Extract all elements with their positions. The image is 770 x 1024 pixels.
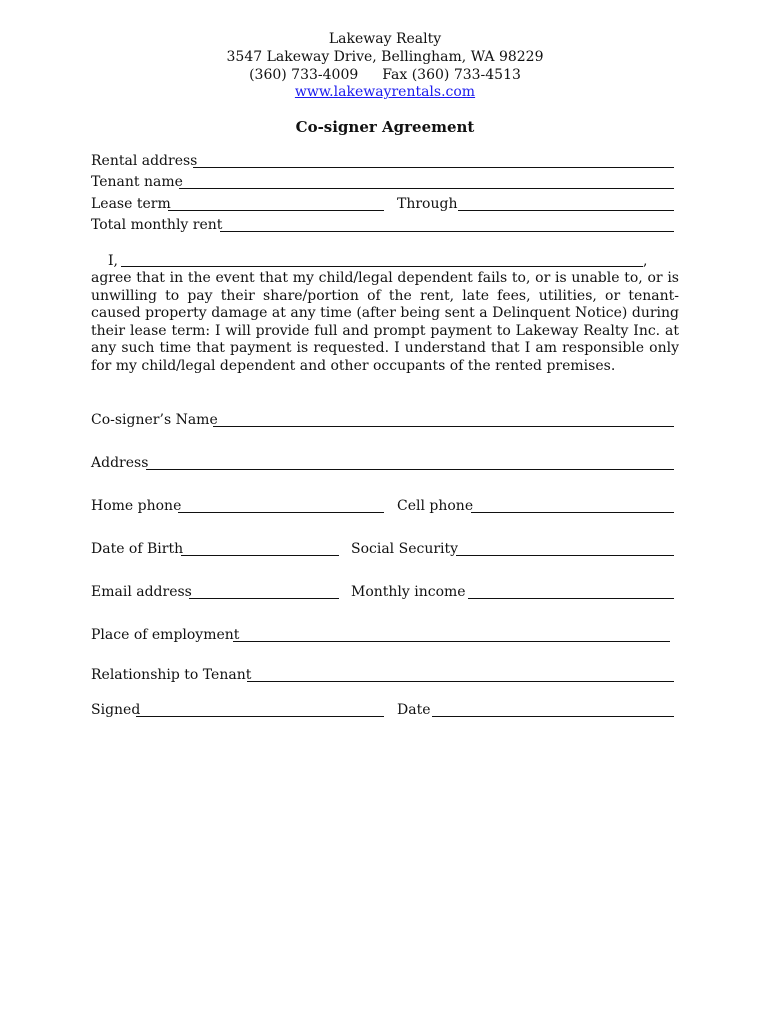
date-label: Date	[397, 702, 431, 718]
company-address: 3547 Lakeway Drive, Bellingham, WA 98229	[226, 49, 544, 65]
lease-term-label: Lease term	[91, 196, 171, 212]
email-address-label: Email address	[91, 584, 192, 600]
total-monthly-rent-field[interactable]	[220, 231, 674, 232]
address-label: Address	[91, 455, 149, 471]
home-phone-field[interactable]	[178, 512, 384, 513]
rental-address-field[interactable]	[193, 167, 674, 168]
monthly-income-field[interactable]	[468, 598, 674, 599]
monthly-income-label: Monthly income	[351, 584, 466, 600]
cell-phone-label: Cell phone	[397, 498, 474, 514]
date-of-birth-field[interactable]	[181, 555, 339, 556]
signed-label: Signed	[91, 702, 141, 718]
date-field[interactable]	[432, 716, 674, 717]
cell-phone-field[interactable]	[471, 512, 674, 513]
company-phone: (360) 733-4009	[249, 67, 359, 83]
company-contact	[0, 66, 770, 84]
company-name: Lakeway Realty	[328, 31, 442, 47]
tenant-name-field[interactable]	[179, 188, 674, 189]
lease-term-field[interactable]	[168, 210, 384, 211]
agreement-name-field[interactable]	[121, 266, 643, 267]
agreement-i-label: I,	[108, 253, 118, 269]
email-address-field[interactable]	[189, 598, 339, 599]
company-fax: Fax (360) 733-4513	[382, 67, 521, 83]
through-field[interactable]	[458, 210, 674, 211]
signature-field[interactable]	[136, 716, 384, 717]
company-website-link[interactable]: www.lakewayrentals.com	[294, 84, 476, 100]
rental-address-label: Rental address	[91, 153, 198, 169]
address-field[interactable]	[146, 469, 674, 470]
document-title: Co-signer Agreement	[295, 118, 475, 136]
social-security-field[interactable]	[456, 555, 674, 556]
relationship-to-tenant-field[interactable]	[247, 681, 674, 682]
date-of-birth-label: Date of Birth	[91, 541, 184, 557]
place-of-employment-field[interactable]	[233, 641, 670, 642]
agreement-text: agree that in the event that my child/legal dependent fails to, or is unable to, or is unwilling to pay their share/portion of the rent, late fees, utilities, or tenant-caused property damage at any time (after being sent a Delinquent Notice) during their lease term: I will provide full and prompt payment to Lakeway Realty Inc. at any such time that payment is requested. I understand that I am responsible only for my child/legal dependent and other occupants of the rented premises.	[91, 270, 679, 374]
cosigner-name-label: Co-signer’s Name	[91, 412, 218, 428]
agreement-comma: ,	[643, 253, 648, 269]
total-monthly-rent-label: Total monthly rent	[91, 217, 223, 233]
place-of-employment-label: Place of employment	[91, 627, 240, 643]
home-phone-label: Home phone	[91, 498, 182, 514]
cosigner-name-field[interactable]	[213, 426, 674, 427]
tenant-name-label: Tenant name	[91, 174, 183, 190]
website-line	[0, 83, 770, 101]
social-security-label: Social Security	[351, 541, 459, 557]
through-label: Through	[397, 196, 458, 212]
relationship-to-tenant-label: Relationship to Tenant	[91, 667, 252, 683]
